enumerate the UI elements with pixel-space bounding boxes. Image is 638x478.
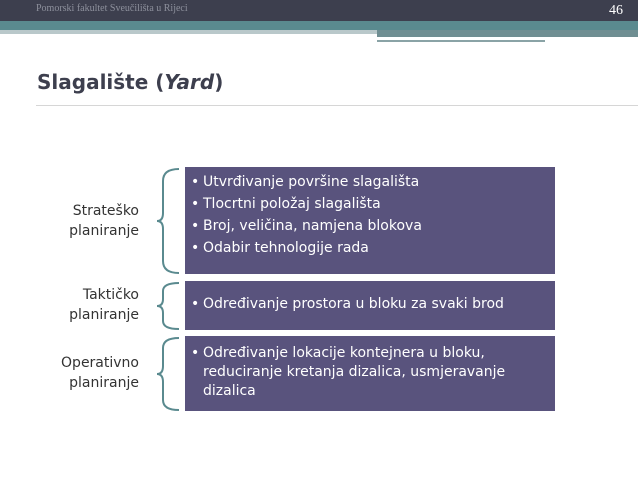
brace-path bbox=[157, 283, 179, 329]
bullet-list bbox=[191, 293, 549, 315]
title-close: ) bbox=[214, 70, 224, 94]
brace-path bbox=[157, 169, 179, 273]
level-label-line: Operativno bbox=[61, 355, 139, 371]
brace-tactical bbox=[155, 281, 181, 331]
list-item: • Odabir tehnologije rada bbox=[191, 240, 369, 256]
title-divider bbox=[36, 105, 638, 106]
list-item: • Određivanje prostora u bloku za svaki brod bbox=[191, 296, 504, 312]
level-label-operational bbox=[61, 353, 139, 393]
brace-path bbox=[157, 338, 179, 410]
institution-name: Pomorski fakultet Sveučilišta u Rijeci bbox=[36, 3, 188, 14]
level-label-line: planiranje bbox=[69, 223, 139, 239]
box-strategic bbox=[185, 167, 555, 274]
bullet-list bbox=[191, 171, 549, 259]
title-main: Slagalište ( bbox=[37, 70, 165, 94]
header-stripe-teal bbox=[0, 21, 638, 30]
box-operational bbox=[185, 336, 555, 411]
list-item: • Određivanje lokacije kontejnera u bloku, reduciranje kretanja dizalica, usmjeravanje dizalica bbox=[191, 345, 506, 399]
header-stripe-right-dark bbox=[377, 30, 638, 37]
level-label-line: Taktičko bbox=[82, 287, 139, 303]
brace-operational bbox=[155, 336, 181, 412]
page-number: 46 bbox=[609, 3, 623, 18]
list-item: • Tlocrtni položaj slagališta bbox=[191, 196, 381, 212]
level-label-line: planiranje bbox=[69, 375, 139, 391]
level-label-line: Strateško bbox=[72, 203, 139, 219]
level-label-tactical bbox=[69, 285, 139, 325]
level-label-strategic bbox=[69, 201, 139, 241]
list-item: • Broj, veličina, namjena blokova bbox=[191, 218, 422, 234]
level-label-line: planiranje bbox=[69, 307, 139, 323]
list-item: • Utvrđivanje površine slagališta bbox=[191, 174, 420, 190]
bullet-list bbox=[191, 344, 549, 401]
header-stripe-right-thin bbox=[377, 40, 545, 42]
slide-title bbox=[37, 70, 223, 94]
box-tactical bbox=[185, 281, 555, 330]
brace-strategic bbox=[155, 167, 181, 275]
title-italic: Yard bbox=[164, 70, 215, 94]
